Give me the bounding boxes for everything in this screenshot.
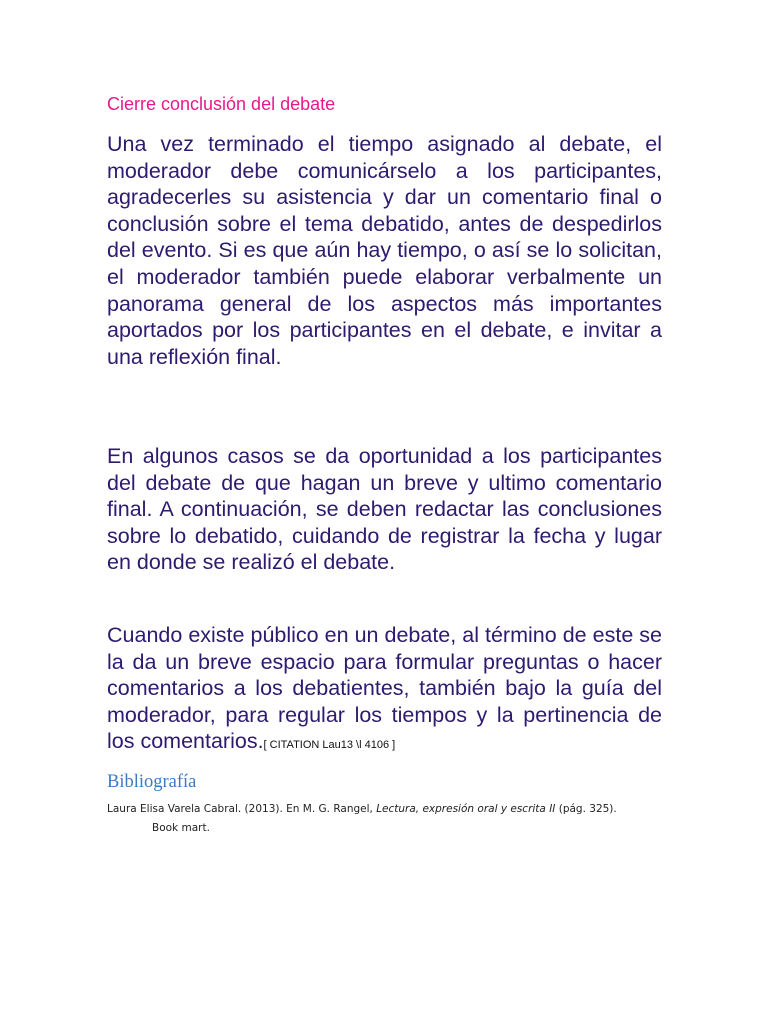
bibliography-author-year: Laura Elisa Varela Cabral. (2013). En M. G. Rangel,	[107, 803, 377, 815]
bibliography-pages: (pág. 325).	[555, 803, 617, 815]
bibliography-book-title: Lectura, expresión oral y escrita II	[376, 803, 556, 815]
paragraph-2: En algunos casos se da oportunidad a los participantes del debate de que hagan un breve y ultimo comentario final. A continuación, se deben redactar las conclusiones sobre lo debatido, cuidando de registrar la fecha y lugar en donde se realizó el debate.	[107, 444, 662, 575]
citation-field: [ CITATION Lau13 \l 4106 ]	[263, 739, 396, 752]
bibliography-title: Bibliografía	[107, 772, 197, 792]
bibliography-publisher: Book mart.	[152, 822, 210, 834]
paragraph-3	[107, 622, 662, 759]
bibliography-entry	[107, 800, 667, 838]
paragraph-3-text: Cuando existe público en un debate, al término de este se la da un breve espacio para formular preguntas o hacer comentarios a los debatientes, también bajo la guía del moderador, para regular los tiempos y la pertinencia de los comentarios.	[107, 623, 662, 754]
section-heading: Cierre conclusión del debate	[107, 94, 336, 114]
paragraph-1: Una vez terminado el tiempo asignado al debate, el moderador debe comunicárselo a los participantes, agradecerles su asistencia y dar un comentario final o conclusión sobre el tema debatido, antes de despedirlos del evento. Si es que aún hay tiempo, o así se lo solicitan, el moderador también puede elaborar verbalmente un panorama general de los aspectos más importantes aportados por los participantes en el debate, e invitar a una reflexión final.	[107, 132, 662, 369]
